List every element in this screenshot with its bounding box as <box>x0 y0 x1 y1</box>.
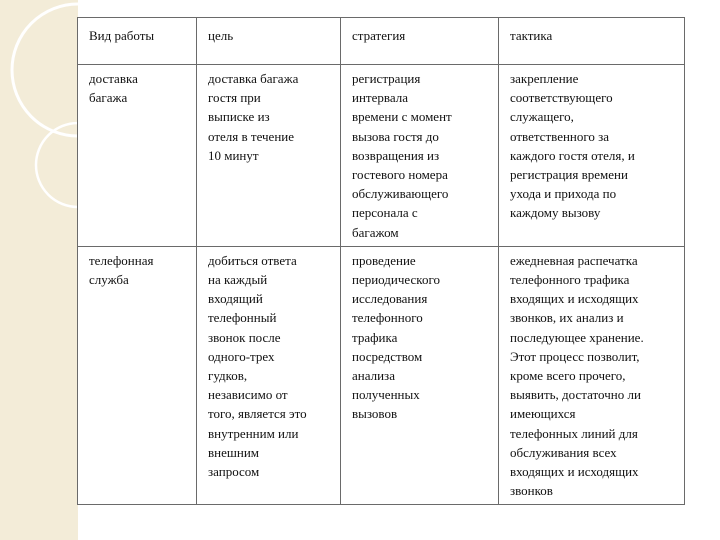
strategy-text: регистрация интервала времени с момент вызова гостя до возвращения из гостевого номера обслуживающего персонала с багажом <box>352 71 452 240</box>
header-goal-text: цель <box>208 28 234 43</box>
header-goal <box>197 18 341 65</box>
cell-tactics <box>499 65 685 247</box>
tactics-text: ежедневная распечатка телефонного трафика входящих и исходящих звонков, их анализ и последующее хранение. Этот процесс позволит, кроме всего прочего, выявить, достаточно ли имеющихся телефонных линий для обслуживания всех входящих и исходящих звонков <box>510 252 644 499</box>
table-row-phone <box>78 246 685 505</box>
work-table <box>77 17 685 505</box>
goal-text: добиться ответа на каждый входящий телефонный звонок после одного-трех гудков, независимо от того, является это внутренним или внешним запросом <box>208 252 307 480</box>
tactics-text: закрепление соответствующего служащего, ответственного за каждого гостя отеля, и регистрация времени ухода и прихода по каждому вызову <box>510 71 635 221</box>
content-table-container <box>77 17 684 505</box>
header-work-type-text: Вид работы <box>89 28 155 43</box>
decorative-side-panel <box>0 0 78 540</box>
cell-goal <box>197 65 341 247</box>
table-header-row <box>78 18 685 65</box>
header-strategy-text: стратегия <box>352 28 406 43</box>
header-tactics-text: тактика <box>510 28 553 43</box>
cell-strategy <box>341 65 499 247</box>
strategy-text: проведение периодического исследования телефонного трафика посредством анализа полученных вызовов <box>352 252 440 422</box>
goal-text: доставка багажа гостя при выписке из отеля в течение 10 минут <box>208 71 299 163</box>
decorative-arc-large <box>12 4 78 136</box>
cell-strategy <box>341 246 499 505</box>
cell-work-type <box>78 65 197 247</box>
cell-tactics <box>499 246 685 505</box>
work-type-text: телефонная служба <box>89 252 154 288</box>
table-row-baggage <box>78 65 685 247</box>
header-work-type <box>78 18 197 65</box>
cell-goal <box>197 246 341 505</box>
header-tactics <box>499 18 685 65</box>
header-strategy <box>341 18 499 65</box>
decorative-arcs <box>0 0 78 540</box>
cell-work-type <box>78 246 197 505</box>
work-type-text: доставка багажа <box>89 71 138 106</box>
